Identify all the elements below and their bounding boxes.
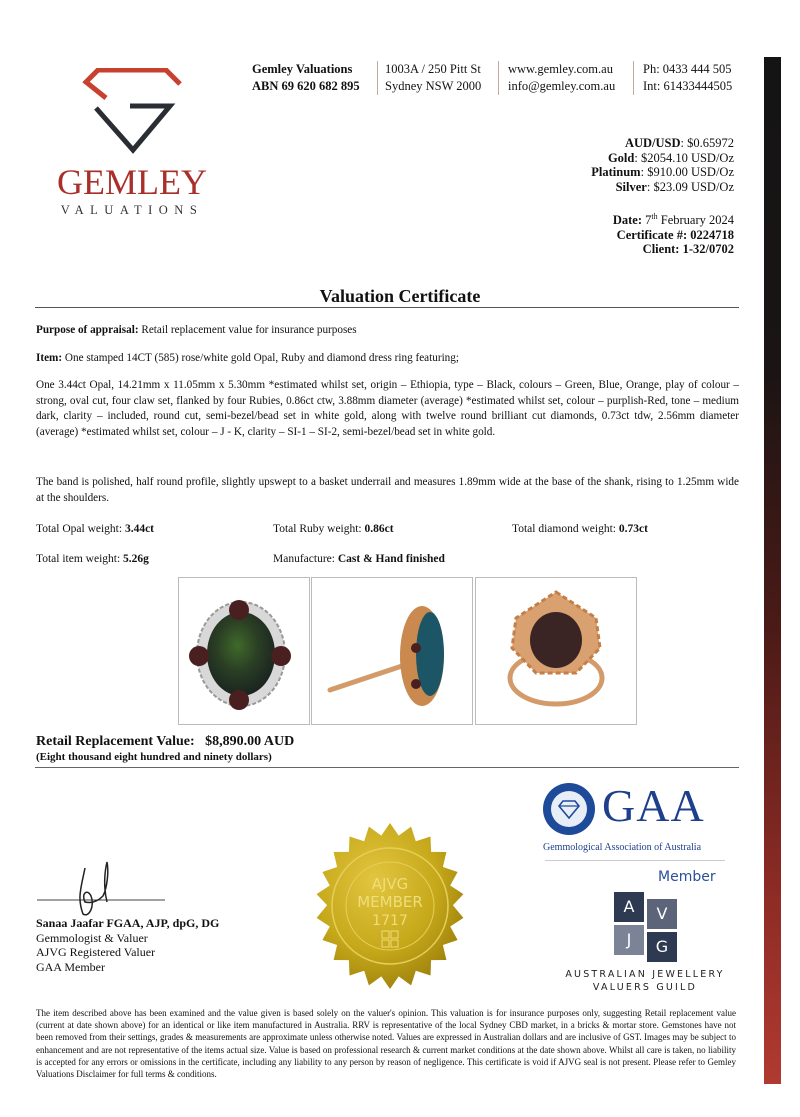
company-web [508,61,615,95]
gaa-seal-icon [542,782,596,836]
ring-image-side [311,577,473,725]
metal-rates [591,136,734,194]
company-phone [643,61,732,95]
ring-top-view-icon [179,578,309,724]
signer-title-2: AJVG Registered Valuer [36,945,156,959]
gemley-diamond-logo-icon [78,68,188,158]
logo-wordmark: GEMLEY [57,162,207,202]
rate-silver: Silver: $23.09 USD/Oz [615,179,734,194]
seal-line-1: AJVG [371,875,409,893]
gaa-divider [545,860,725,861]
spec-opal-weight: Total Opal weight: 3.44ct [36,523,155,535]
email-link[interactable]: info@gemley.com.au [508,79,616,93]
signer-block [36,916,219,974]
signature-icon [37,858,172,918]
gaa-logo-text: GAA [602,780,705,831]
certificate-number: Certificate #: 0224718 [616,227,734,242]
gaa-full-name: Gemmological Association of Australia [543,842,702,853]
company-abn: ABN 69 620 682 895 [252,79,360,93]
ajvg-logo [614,892,678,956]
ajvg-name: AUSTRALIAN JEWELLERY VALUERS GUILD [565,969,725,993]
ring-back-view-icon [476,578,636,724]
ajvg-letter-a: A [614,892,644,922]
company-info [252,61,360,95]
seal-line-3: 1717 [372,913,408,929]
logo-subtitle: VALUATIONS [60,203,204,217]
band-description: The band is polished, half round profile, slightly upswept to a basket underrail and measures 1.89mm wide at the base of the shank, rising to 1.25mm wide at the shoulders. [36,476,739,504]
gaa-member-label: Member [658,869,716,885]
disclaimer-text: The item described above has been examined and the value given is based solely on the valuer's opinion. This valuation is for insurance purposes only, suggesting Retail replacement value (current at date shown above) for an identical or like item manufactured in Australia. RRV is representative of the local Sydney CBD market, in a bricks & mortar store. Gemstones have not been removed from their settings, grades & measurements are approximate unless otherwise noted. Values are expressed in Australian dollars and are inclusive of GST. Images may be subject to enhancement and are not representative of the items actual size. Value is based on professional research & current market conditions at the date shown above. Whilst all care is taken, no liability is accepted for any errors or omissions in the certificate, including any liability to any person by reason of negligence. This certificate is void if AJVG seal is not present. Please refer to Gemley Valuations Disclaimer for full terms & conditions. [36,1008,736,1080]
ajvg-letter-v: V [647,899,677,929]
signer-title-1: Gemmologist & Valuer [36,930,148,945]
ring-image-back [475,577,637,725]
ring-image-top [178,577,310,725]
certificate-info [613,210,734,257]
ring-side-view-icon [312,578,472,724]
address-line-1: 1003A / 250 Pitt St [385,62,481,76]
ajvg-letter-g: G [647,932,677,962]
intl-phone-number: Int: 61433444505 [643,79,733,93]
company-address [385,61,481,95]
client-number: Client: 1-32/0702 [642,242,734,257]
decorative-side-bar [764,57,781,1084]
spec-item-weight: Total item weight: 5.26g [36,553,149,565]
header-divider [633,61,634,95]
ajvg-gold-seal-icon [300,815,480,995]
header-divider [377,61,378,95]
rate-platinum: Platinum: $910.00 USD/Oz [591,165,734,179]
certificate-date: Date: 7th February 2024 [612,212,734,228]
seal-line-2: MEMBER [357,893,423,911]
rate-aud-usd: AUD/USD: $0.65972 [624,136,734,150]
value-in-words: (Eight thousand eight hundred and ninety dollars) [36,751,272,763]
header-divider [498,61,499,95]
spec-ruby-weight: Total Ruby weight: 0.86ct [273,523,394,535]
ajvg-letter-j: J [614,925,644,955]
phone-number: Ph: 0433 444 505 [643,62,732,76]
spec-manufacture: Manufacture: Cast & Hand finished [273,553,445,565]
address-line-2: Sydney NSW 2000 [385,79,482,93]
signer-name: Sanaa Jaafar FGAA, AJP, dpG, DG [36,916,220,930]
purpose-of-appraisal: Purpose of appraisal: Retail replacement value for insurance purposes [36,324,357,336]
rate-gold: Gold: $2054.10 USD/Oz [607,150,734,165]
company-name: Gemley Valuations [252,62,353,76]
page-title: Valuation Certificate [319,286,481,306]
retail-replacement-value: Retail Replacement Value: $8,890.00 AUD [36,734,295,749]
title-divider [35,307,739,308]
signer-title-3: GAA Member [36,959,105,974]
item-summary: Item: One stamped 14CT (585) rose/white gold Opal, Ruby and diamond dress ring featuring; [36,352,459,364]
spec-diamond-weight: Total diamond weight: 0.73ct [512,523,648,535]
website-link[interactable]: www.gemley.com.au [508,62,613,76]
item-description: One 3.44ct Opal, 14.21mm x 11.05mm x 5.30mm *estimated whilst set, origin – Ethiopia, type – Black, colours – Green, Blue, Orange, play of colour – strong, oval cut, four claw set, flanked by four Rubies, 0.86ct ctw, 3.88mm diameter (average) *estimated whilst set, colour – purplish-Red, tone – medium dark, clarity – included, round cut, semi-bezel/bead set in white gold, along with twelve round brilliant cut diamonds, 0.73ct tdw, 2.56mm diameter (average) *estimated whilst set, colour – J - K, clarity – SI-1 – SI-2, semi-bezel/bead set in white gold. [36,379,739,438]
value-divider [35,767,739,768]
value-amount: $8,890.00 AUD [205,734,295,749]
